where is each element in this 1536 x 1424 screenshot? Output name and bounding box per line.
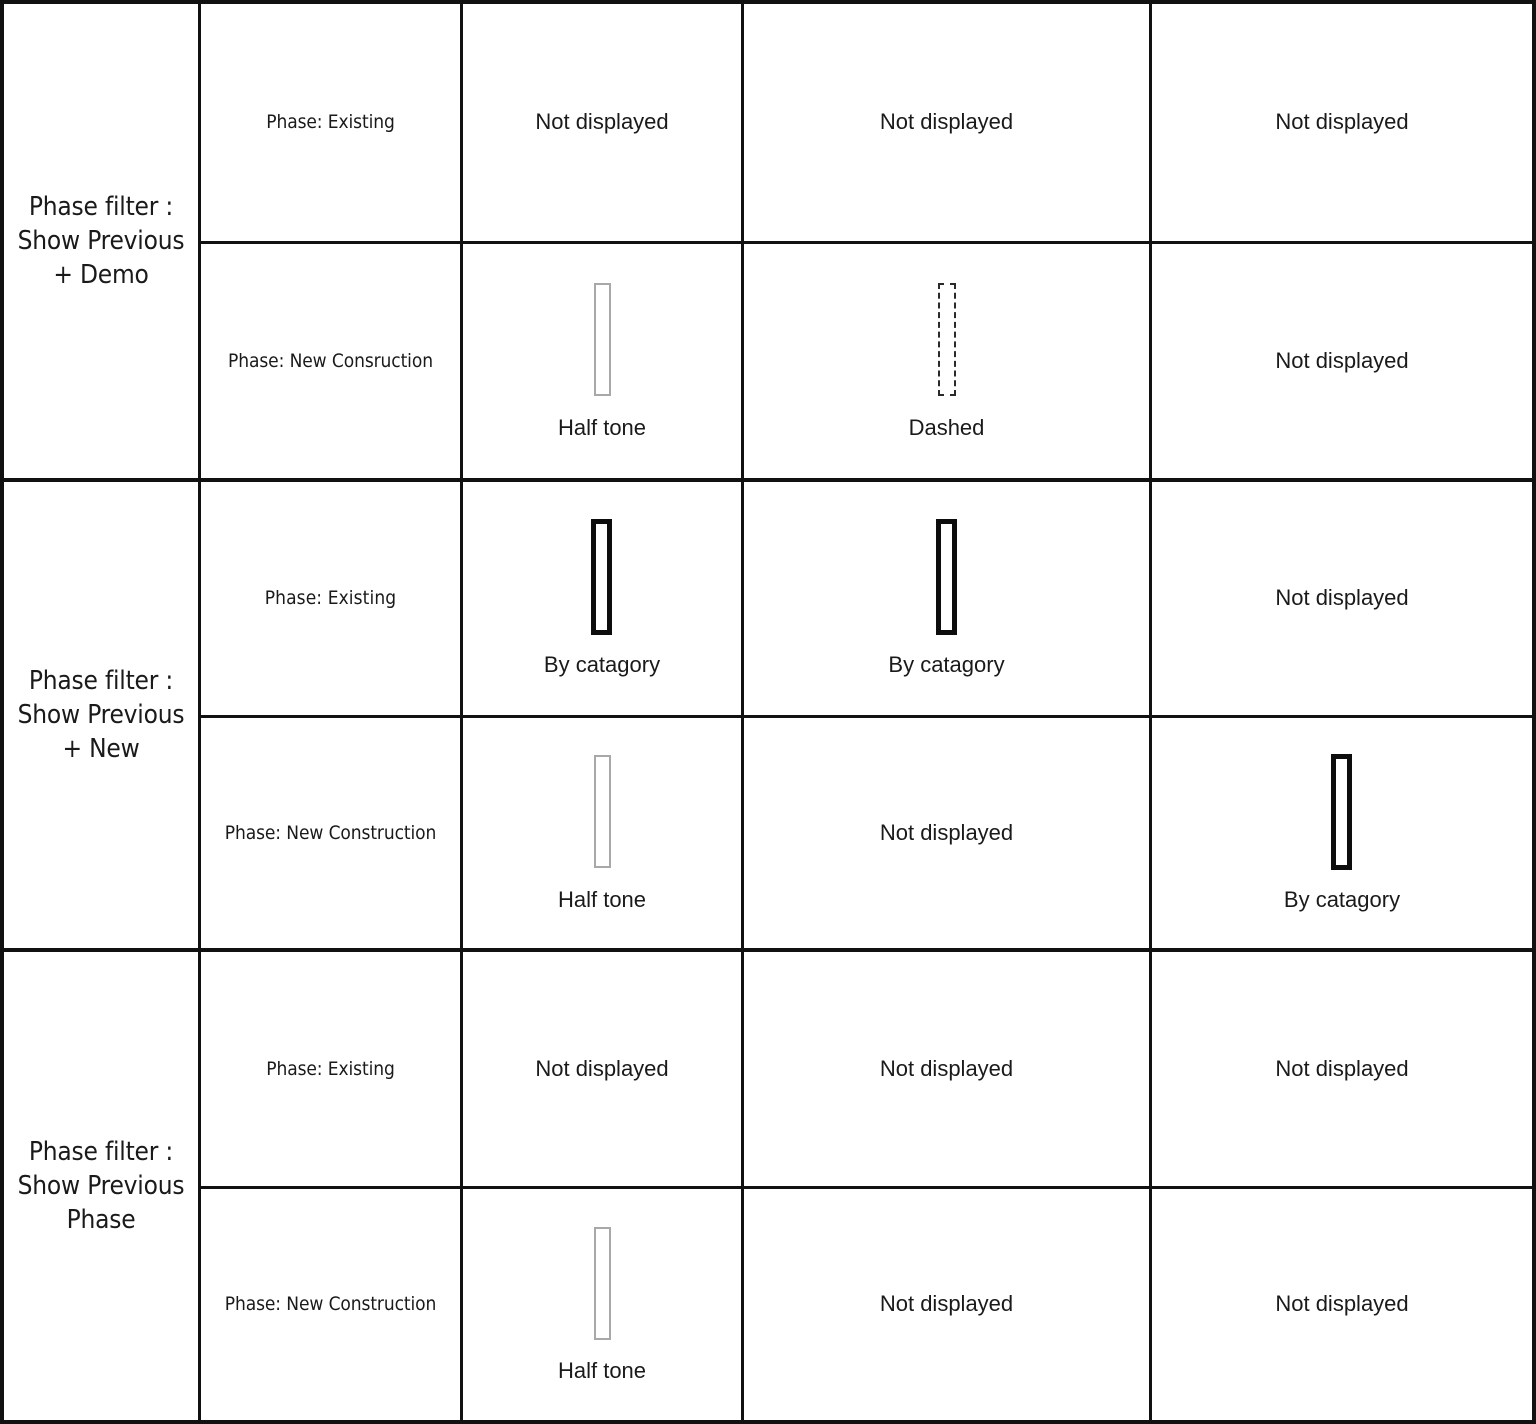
swatch-slot bbox=[591, 518, 612, 636]
matrix-subrow bbox=[201, 4, 1532, 241]
result-cell bbox=[744, 244, 1152, 478]
result-inner bbox=[880, 820, 1013, 846]
result-cell bbox=[463, 952, 744, 1186]
dashed-swatch-icon bbox=[938, 283, 956, 396]
phase-label-cell bbox=[201, 1189, 463, 1420]
result-inner bbox=[1275, 1056, 1408, 1082]
result-cell bbox=[463, 4, 744, 241]
result-inner bbox=[544, 518, 660, 678]
result-label: Not displayed bbox=[879, 819, 1014, 845]
result-label: Not displayed bbox=[879, 109, 1014, 135]
phase-label: Phase: New Consruction bbox=[228, 349, 433, 372]
phase-filter-label: Phase filter : Show Previous + Demo bbox=[17, 191, 185, 291]
matrix-subrows bbox=[201, 4, 1532, 478]
result-label: Not displayed bbox=[1275, 1055, 1409, 1081]
result-cell bbox=[463, 244, 744, 478]
result-label: Not displayed bbox=[1275, 585, 1409, 611]
phase-filter-label: Phase filter : Show Previous + New bbox=[17, 665, 185, 765]
result-label: Dashed bbox=[908, 414, 985, 440]
halftone-swatch-icon bbox=[594, 283, 611, 396]
result-inner bbox=[880, 109, 1013, 135]
result-cell bbox=[744, 952, 1152, 1186]
result-inner bbox=[558, 281, 646, 441]
result-cell bbox=[463, 718, 744, 948]
swatch-slot bbox=[936, 518, 957, 636]
result-cell bbox=[744, 1189, 1152, 1420]
halftone-swatch-icon bbox=[594, 755, 611, 868]
phase-label: Phase: New Construction bbox=[224, 1293, 437, 1316]
swatch-slot bbox=[1331, 753, 1352, 871]
matrix-row-group bbox=[4, 948, 1532, 1420]
result-inner bbox=[1275, 585, 1408, 611]
result-label: Not displayed bbox=[879, 1055, 1014, 1081]
result-cell bbox=[1152, 4, 1532, 241]
phase-label: Phase: Existing bbox=[266, 1057, 395, 1080]
result-label: Half tone bbox=[557, 1358, 647, 1384]
result-label: Not displayed bbox=[1275, 1291, 1409, 1317]
phase-filter-label-cell bbox=[4, 482, 201, 948]
matrix-row-group bbox=[4, 4, 1532, 478]
result-cell bbox=[1152, 482, 1532, 715]
phase-label-cell bbox=[201, 718, 463, 948]
phase-label: Phase: New Construction bbox=[224, 821, 437, 844]
swatch-slot bbox=[594, 281, 611, 399]
result-inner bbox=[558, 753, 646, 913]
phase-label-cell bbox=[201, 482, 463, 715]
matrix-subrows bbox=[201, 952, 1532, 1420]
phase-filter-label-cell bbox=[4, 4, 201, 478]
result-label: Not displayed bbox=[535, 109, 669, 135]
result-label: Not displayed bbox=[879, 1291, 1014, 1317]
matrix-row-group bbox=[4, 478, 1532, 948]
result-cell bbox=[744, 718, 1152, 948]
phase-label: Phase: Existing bbox=[266, 111, 395, 134]
result-cell bbox=[1152, 244, 1532, 478]
matrix-subrow bbox=[201, 241, 1532, 478]
swatch-slot bbox=[938, 281, 956, 399]
result-cell bbox=[1152, 718, 1532, 948]
result-cell bbox=[1152, 1189, 1532, 1420]
halftone-swatch-icon bbox=[594, 1227, 611, 1340]
result-inner bbox=[1275, 109, 1408, 135]
result-inner bbox=[1284, 753, 1400, 913]
result-inner bbox=[888, 518, 1004, 678]
result-cell bbox=[463, 482, 744, 715]
result-inner bbox=[535, 1056, 668, 1082]
result-inner bbox=[1275, 348, 1408, 374]
by-category-swatch-icon bbox=[1331, 754, 1352, 870]
result-label: By catagory bbox=[1283, 886, 1401, 912]
result-label: Half tone bbox=[557, 414, 647, 440]
result-inner bbox=[558, 1224, 646, 1384]
result-inner bbox=[880, 1056, 1013, 1082]
phase-filter-label: Phase filter : Show Previous Phase bbox=[17, 1136, 185, 1236]
result-label: Half tone bbox=[557, 886, 647, 912]
result-cell bbox=[744, 482, 1152, 715]
result-cell bbox=[1152, 952, 1532, 1186]
result-label: Not displayed bbox=[1275, 109, 1409, 135]
result-label: Not displayed bbox=[535, 1055, 669, 1081]
result-cell bbox=[463, 1189, 744, 1420]
phase-label-cell bbox=[201, 952, 463, 1186]
phase-filter-label-cell bbox=[4, 952, 201, 1420]
swatch-slot bbox=[594, 753, 611, 871]
matrix-subrows bbox=[201, 482, 1532, 948]
by-category-swatch-icon bbox=[936, 519, 957, 635]
result-inner bbox=[1275, 1291, 1408, 1317]
result-label: By catagory bbox=[543, 652, 661, 678]
result-label: By catagory bbox=[888, 652, 1005, 678]
phase-label-cell bbox=[201, 244, 463, 478]
phase-label-cell bbox=[201, 4, 463, 241]
result-cell bbox=[744, 4, 1152, 241]
swatch-slot bbox=[594, 1224, 611, 1342]
result-inner bbox=[880, 1291, 1013, 1317]
result-inner bbox=[535, 109, 668, 135]
matrix-subrow bbox=[201, 1186, 1532, 1420]
result-inner bbox=[909, 281, 985, 441]
matrix-subrow bbox=[201, 952, 1532, 1186]
result-label: Not displayed bbox=[1275, 347, 1409, 373]
matrix-subrow bbox=[201, 482, 1532, 715]
phase-label: Phase: Existing bbox=[264, 587, 397, 610]
by-category-swatch-icon bbox=[591, 519, 612, 635]
matrix-subrow bbox=[201, 715, 1532, 948]
